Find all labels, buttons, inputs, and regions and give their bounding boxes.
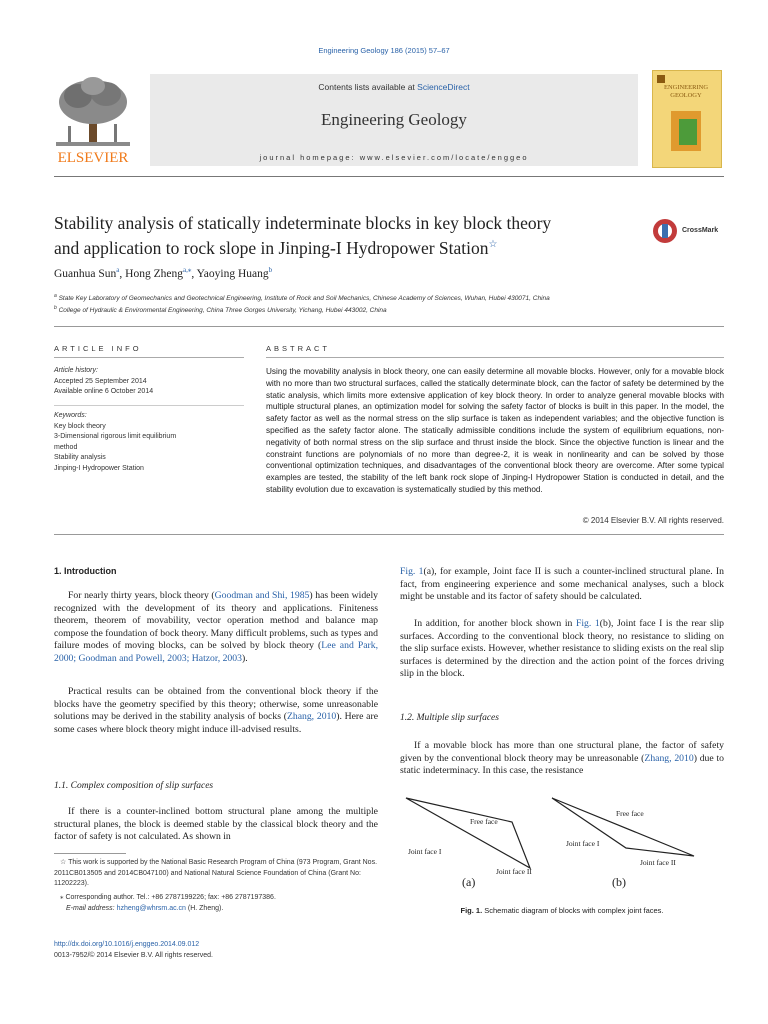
abstract-copyright: © 2014 Elsevier B.V. All rights reserved.	[582, 516, 724, 525]
footnote-star: ☆	[60, 859, 67, 866]
keyword: Key block theory	[54, 422, 106, 430]
doi-link[interactable]: http://dx.doi.org/10.1016/j.enggeo.2014.09.012	[54, 941, 200, 948]
email-link[interactable]: hzheng@whrsm.ac.cn	[116, 905, 186, 912]
affiliation-b-text: College of Hydraulic & Environmental Engineering, China Three Gorges University, Yichang, Hubei 443002, China	[58, 307, 387, 315]
journal-reference[interactable]: Engineering Geology 186 (2015) 57–67	[318, 46, 450, 55]
intro-paragraph-1: For nearly thirty years, block theory (Goodman and Shi, 1985) has been widely recognized with the development of its theory and applications. Finiteness theorem, theorem of movability, vector operation method and balance map compose the foundation of bock theory. Many difficult problems, such as types and failure modes of moving blocks, can be solved by block theory (Lee and Park, 2000; Goodman and Powell, 2003; Hatzor, 2003).	[54, 590, 378, 664]
figure-link[interactable]: Fig. 1	[575, 618, 600, 629]
col2-paragraph-1: Fig. 1(a), for example, Joint face II is such a counter-inclined structural plane. In fact, from engineering experience and some mechanical analyses, such a block might be unstable and its factor of safety should be calculated.	[400, 566, 724, 602]
crossmark-icon	[652, 218, 678, 244]
block-a-outline	[406, 798, 530, 868]
figure-1-caption: Fig. 1. Schematic diagram of blocks with complex joint faces.	[460, 906, 664, 915]
col2-paragraph-2: In addition, for another block shown in Fig. 1(b), Joint face I is the rear slip surfaces. According to the conventional block theory, no resistance to sliding on the slip surface exists. However, whether resistance to sliding exists on the real slip surfaces is determined by the direction and the action point of the forces driving slip in the block.	[400, 618, 724, 679]
keywords-label: Keywords:	[54, 412, 87, 419]
figure-1	[400, 790, 724, 898]
article-history	[54, 366, 244, 398]
author-2[interactable]: Hong Zheng	[125, 267, 183, 280]
author-1-sup[interactable]: a	[116, 266, 120, 274]
cover-title: ENGINEERING GEOLOGY	[663, 84, 709, 99]
author-list: Guanhua Sun$^a$, Hong Zheng$^{a,⁎}$, Yaoying Huang$^b$	[54, 266, 273, 280]
email-footnote: E-mail address: hzheng@whrsm.ac.cn (H. Zheng).	[66, 905, 224, 912]
corresponding-author-footnote: ⁎ Corresponding author. Tel.: +86 2787199226; fax: +86 2787197386.	[60, 894, 276, 901]
journal-homepage[interactable]: journal homepage: www.elsevier.com/locate/enggeo	[259, 153, 529, 162]
history-label: Article history:	[54, 367, 98, 374]
footnote-rule	[54, 853, 126, 854]
citation-link[interactable]: Zhang, 2010	[286, 711, 337, 722]
affiliation-a-text: State Key Laboratory of Geomechanics and Geotechnical Engineering, Institute of Rock and Soil Mechanics, Chinese Academy of Sciences, Wuhan, Hubei 430071, China	[58, 295, 550, 303]
fig-a-joint-face-2: Joint face II	[496, 867, 532, 876]
fig-a-free-face: Free face	[470, 817, 498, 826]
keywords-block	[54, 411, 244, 474]
author-3-sup[interactable]: b	[268, 266, 273, 274]
citation-link[interactable]: Goodman and Shi, 1985	[214, 590, 310, 601]
title-footnote-star[interactable]: ☆	[488, 239, 498, 250]
contents-prefix: Contents lists available at	[318, 82, 418, 92]
affiliation-b-key: b	[54, 305, 57, 311]
affiliation-rule	[54, 326, 724, 327]
keyword: method	[54, 443, 78, 451]
fig-label-b: (b)	[612, 875, 626, 889]
subsection-heading-1-1: 1.1. Complex composition of slip surfaces	[54, 781, 214, 791]
article-info-rule	[54, 357, 244, 358]
article-info-label: ARTICLE INFO	[54, 344, 142, 353]
abstract-bottom-rule	[54, 534, 724, 535]
affiliation-a	[54, 293, 550, 302]
citation-link[interactable]: Zhang, 2010	[644, 752, 694, 764]
funding-footnote: ☆ This work is supported by the National Basic Research Program of China (973 Program, Grant Nos. 2011CB013505 and 2014CB047100) and National Natural Science Foundation of China (Grant No: 11202223).	[54, 859, 378, 887]
keywords-rule	[54, 405, 244, 406]
abstract-label: ABSTRACT	[266, 344, 331, 353]
author-3[interactable]: Yaoying Huang	[196, 267, 269, 280]
abstract-rule	[266, 357, 724, 358]
author-1[interactable]: Guanhua Sun	[54, 267, 117, 280]
author-2-sup[interactable]: a,⁎	[182, 266, 192, 274]
accepted-date: Accepted 25 September 2014	[54, 377, 147, 385]
figure-1-diagram	[400, 790, 724, 898]
col2-paragraph-3: If a movable block has more than one structural plane, the factor of safety given by the conventional block theory may be unreasonable (Zhang, 2010) due to static indeterminacy. In this case, the resistance	[400, 740, 724, 776]
affiliation-b	[54, 305, 387, 314]
keyword: Jinping-I Hydropower Station	[54, 464, 144, 472]
affiliation-a-key: a	[54, 293, 57, 299]
sciencedirect-link[interactable]: ScienceDirect	[417, 82, 470, 92]
crossmark-label: CrossMark	[682, 227, 719, 234]
intro-paragraph-3: If there is a counter-inclined bottom structural plane among the multiple structural planes, the block is deemed stable by the classical block theory and the factor of safety is not calculated. As shown in	[54, 806, 378, 842]
section-heading-introduction: 1. Introduction	[54, 566, 117, 576]
journal-title: Engineering Geology	[321, 110, 467, 129]
intro-paragraph-2: Practical results can be obtained from the conventional block theory if the blocks have the geometry specified by this theory; otherwise, some unreasonable solutions may be derived in the stability analysis of bocks (Zhang, 2010). Here are some cases where block theory might induce ill-advised results.	[54, 686, 379, 735]
citation-link[interactable]: Lee and Park, 2000; Goodman and Powell, 2003; Hatzor, 2003	[54, 640, 378, 664]
fig-b-free-face: Free face	[616, 809, 644, 818]
fig-label-a: (a)	[462, 875, 476, 889]
figure-link[interactable]: Fig. 1	[400, 566, 424, 577]
keyword: Stability analysis	[54, 454, 106, 461]
fig-a-joint-face-1: Joint face I	[408, 847, 442, 856]
title-line-1: Stability analysis of statically indeterminate blocks in key block theory	[54, 213, 552, 233]
contents-line	[150, 82, 638, 92]
keyword: 3-Dimensional rigorous limit equilibrium	[54, 433, 177, 440]
header-rule	[54, 176, 724, 177]
crossmark-badge[interactable]	[652, 218, 724, 248]
title-line-2: and application to rock slope in Jinping-I Hydropower Station☆	[54, 237, 498, 258]
issn-line: 0013-7952/© 2014 Elsevier B.V. All rights reserved.	[54, 952, 213, 959]
abstract-text: Using the movability analysis in block theory, one can easily determine all movable blocks. However, only for a movable block with no more than two structural surfaces, called the statically determinate block, can the factor of safety be determined by the static analysis, which limits more extensive application of key block theory. In order to analyze general movable blocks with multiple structural planes, an optimization model for solving the safety factor of blocks is built in this paper. In the model, the safety factor as well as the normal stress on the slip surface is taken as independent variables; and the objective function is specified as the safety factor alone. The statically admissible conditions include the system of equilibrium equations, non-negativity of both normal stress on the slip surface and thrust inside the block. Since the objective function is linear and the constraint functions are polynomials of no more than degree-2, it is weak in nonlinearity and can be solved by those conventional optimization techniques, and disadvantages of the conventional block theory are overcome. After some typical examples are tested, the stability of the left bank rock slope of Jinping-I Hydropower Station is conducted in detail, and the stability evolution due to excavation is systematically studied by this method.	[266, 367, 724, 494]
fig-b-joint-face-2: Joint face II	[640, 858, 676, 867]
subsection-heading-1-2: 1.2. Multiple slip surfaces	[400, 713, 499, 723]
online-date: Available online 6 October 2014	[54, 388, 154, 395]
publisher-name: ELSEVIER	[57, 150, 129, 166]
fig-b-joint-face-1: Joint face I	[566, 839, 600, 848]
paper-title	[54, 212, 614, 259]
